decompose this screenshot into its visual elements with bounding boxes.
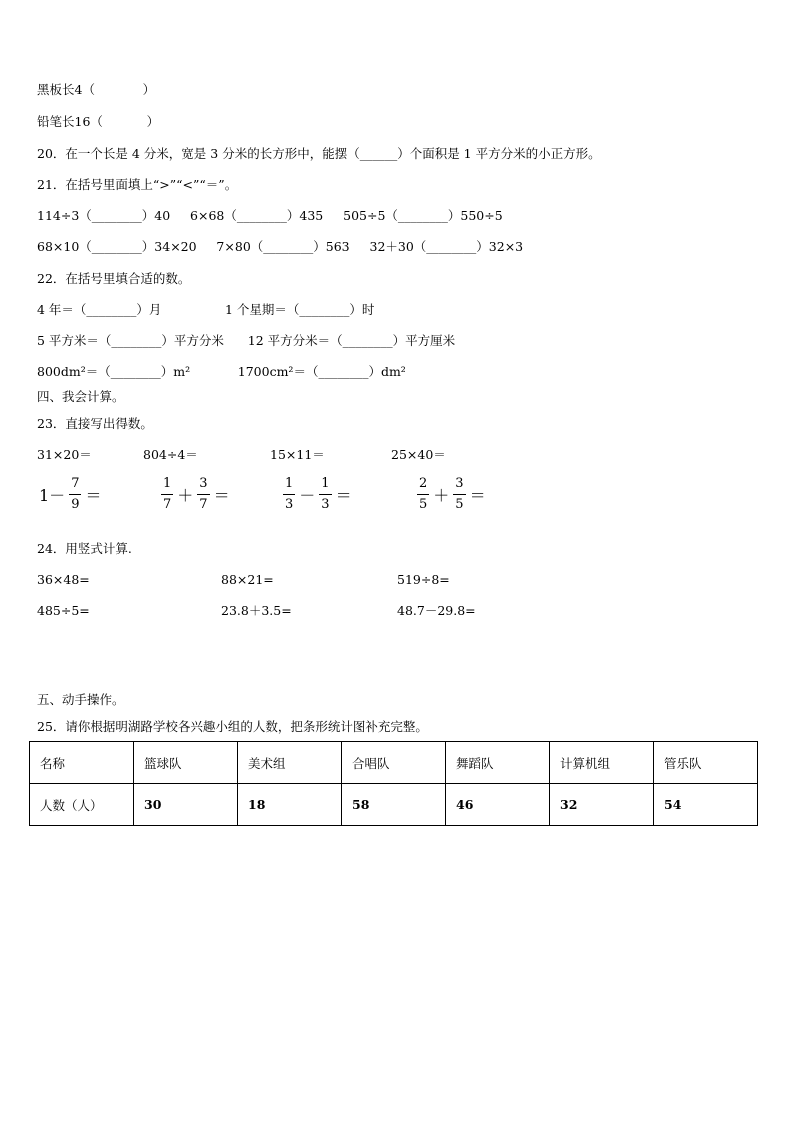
fraction-4a-denominator: 5 — [419, 496, 428, 512]
fraction-bar — [417, 494, 429, 495]
question-21: 21．在括号里面填上“>”“<”“＝”。 — [37, 177, 238, 192]
q23-item-2: 804÷4＝ — [143, 447, 198, 462]
table-cell: 管乐队 — [654, 742, 758, 784]
fraction-expression-3 — [281, 470, 354, 518]
fraction-3-operator: － — [299, 485, 316, 505]
fraction-3b-denominator: 3 — [321, 496, 330, 512]
fraction-expression-1 — [37, 470, 103, 518]
fraction-1-lead: 1－ — [39, 485, 66, 505]
interest-groups-table — [29, 741, 758, 826]
question-22-row-1: 4 年＝（________）月 1 个星期＝（________）时 — [37, 302, 375, 317]
table-cell: 美术组 — [238, 742, 342, 784]
fraction-2-operator: ＋ — [177, 485, 194, 505]
table-cell: 篮球队 — [134, 742, 238, 784]
q23-item-4: 25×40＝ — [391, 447, 446, 462]
table-cell: 舞蹈队 — [446, 742, 550, 784]
table-cell: 名称 — [30, 742, 134, 784]
question-23: 23．直接写出得数。 — [37, 416, 153, 431]
fraction-1 — [69, 476, 81, 513]
fraction-1-equals: ＝ — [85, 485, 102, 505]
question-21-row-2: 68×10（________）34×20 7×80（________）563 32＋30（________）32×3 — [37, 239, 524, 254]
fraction-1-denominator: 9 — [71, 496, 80, 512]
fraction-4b — [453, 476, 465, 513]
table-cell: 46 — [446, 784, 550, 826]
q24-item-1: 36×48= — [37, 572, 90, 587]
fraction-row — [0, 470, 794, 518]
q24-item-4: 485÷5= — [37, 603, 90, 618]
fraction-2b-numerator: 3 — [199, 475, 208, 491]
fraction-4-operator: ＋ — [433, 485, 450, 505]
fraction-3a-numerator: 1 — [285, 475, 294, 491]
table-cell: 人数（人） — [30, 784, 134, 826]
fraction-4a — [417, 476, 429, 513]
question-25: 25．请你根据明湖路学校各兴趣小组的人数，把条形统计图补充完整。 — [37, 719, 428, 734]
question-22: 22．在括号里填合适的数。 — [37, 271, 191, 286]
table-row — [30, 784, 758, 826]
table-cell: 54 — [654, 784, 758, 826]
table-cell: 18 — [238, 784, 342, 826]
question-21-row-1: 114÷3（________）40 6×68（________）435 505÷5（________）550÷5 — [37, 208, 503, 223]
table-cell: 30 — [134, 784, 238, 826]
q23-item-1: 31×20＝ — [37, 447, 92, 462]
fraction-1-numerator: 7 — [71, 475, 80, 491]
fraction-4a-numerator: 2 — [419, 475, 428, 491]
fraction-3b-numerator: 1 — [321, 475, 330, 491]
fraction-4-equals: ＝ — [469, 485, 486, 505]
table-cell: 计算机组 — [550, 742, 654, 784]
table-cell: 32 — [550, 784, 654, 826]
fraction-3b — [319, 476, 331, 513]
pencil-length-line: 铅笔长16（ ） — [37, 114, 160, 129]
q24-item-5: 23.8＋3.5= — [221, 603, 292, 618]
section-5-heading: 五、动手操作。 — [37, 692, 125, 707]
table-cell: 58 — [342, 784, 446, 826]
q24-item-6: 48.7－29.8= — [397, 603, 476, 618]
blackboard-length-line: 黑板长4（ ） — [37, 82, 156, 97]
fraction-3-equals: ＝ — [335, 485, 352, 505]
question-24: 24．用竖式计算. — [37, 541, 132, 556]
fraction-2b-denominator: 7 — [199, 496, 208, 512]
fraction-bar — [319, 494, 331, 495]
fraction-3a-denominator: 3 — [285, 496, 294, 512]
fraction-bar — [283, 494, 295, 495]
fraction-4b-numerator: 3 — [455, 475, 464, 491]
fraction-3a — [283, 476, 295, 513]
fraction-2a-numerator: 1 — [163, 475, 172, 491]
q24-item-2: 88×21= — [221, 572, 274, 587]
fraction-bar — [69, 494, 81, 495]
fraction-2a — [161, 476, 173, 513]
fraction-4b-denominator: 5 — [455, 496, 464, 512]
fraction-2a-denominator: 7 — [163, 496, 172, 512]
table-header-row — [30, 742, 758, 784]
fraction-bar — [197, 494, 209, 495]
fraction-2-equals: ＝ — [213, 485, 230, 505]
fraction-bar — [453, 494, 465, 495]
section-4-heading: 四、我会计算。 — [37, 389, 125, 404]
fraction-bar — [161, 494, 173, 495]
q23-item-3: 15×11＝ — [270, 447, 325, 462]
q24-item-3: 519÷8= — [397, 572, 450, 587]
question-20: 20．在一个长是 4 分米，宽是 3 分米的长方形中，能摆（______）个面积是 1 平方分米的小正方形。 — [37, 146, 601, 161]
fraction-expression-2 — [159, 470, 232, 518]
fraction-expression-4 — [415, 470, 488, 518]
question-22-row-2: 5 平方米＝（________）平方分米 12 平方分米＝（________）平方厘米 — [37, 333, 456, 348]
fraction-2b — [197, 476, 209, 513]
table-cell: 合唱队 — [342, 742, 446, 784]
question-22-row-3: 800dm²＝（________）m² 1700cm²＝（________）dm² — [37, 364, 406, 379]
